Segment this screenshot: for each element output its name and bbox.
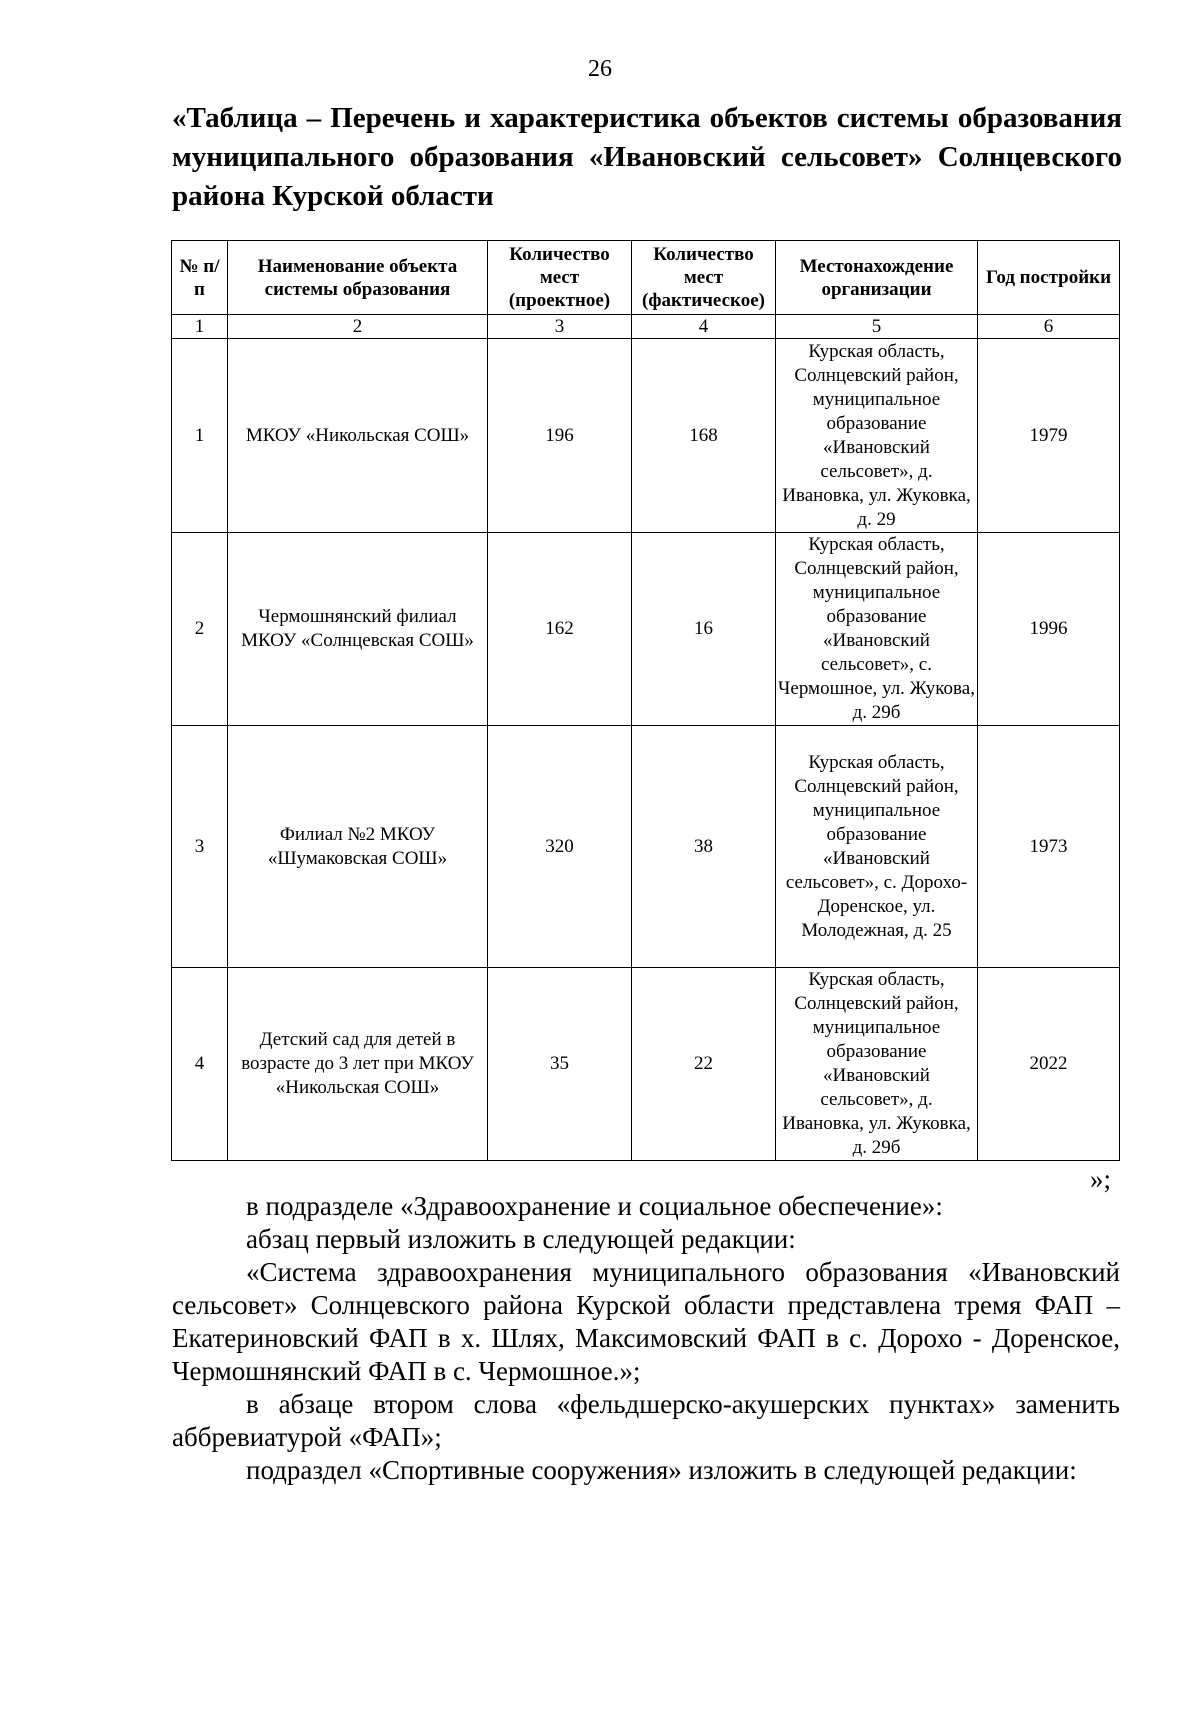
table-row [172, 339, 1120, 533]
table-row [172, 533, 1120, 726]
actual-places: 38 [632, 726, 776, 968]
table-closing-mark: »; [1090, 1164, 1112, 1194]
object-name: Детский сад для детей в возрасте до 3 лет при МКОУ «Никольская СОШ» [228, 968, 488, 1161]
design-places: 35 [488, 968, 632, 1161]
paragraph: в абзаце втором слова «фельдшерско-акушерских пунктах» заменить аббревиатурой «ФАП»; [172, 1389, 1120, 1452]
column-number: 4 [632, 315, 776, 339]
year-built: 1979 [978, 339, 1120, 533]
document-title: «Таблица – Перечень и характеристика объектов системы образования муниципального образования «Ивановский сельсовет» Солнцевского района Курской области [172, 102, 1122, 212]
design-places: 196 [488, 339, 632, 533]
column-number: 1 [172, 315, 228, 339]
table-header-row [172, 241, 1120, 315]
amendment-text [172, 1190, 1120, 1487]
paragraph: в подразделе «Здравоохранение и социальное обеспечение»: [246, 1191, 943, 1221]
object-name: Филиал №2 МКОУ «Шумаковская СОШ» [228, 726, 488, 968]
row-num: 4 [172, 968, 228, 1161]
header-num: № п/п [172, 241, 228, 315]
column-number: 3 [488, 315, 632, 339]
column-number-row [172, 315, 1120, 339]
row-num: 2 [172, 533, 228, 726]
paragraph: «Система здравоохранения муниципального образования «Ивановский сельсовет» Солнцевского района Курской области представлена тремя ФАП – Екатериновский ФАП в х. Шлях, Максимовский ФАП в с. Дорохо - Доренское, Чермошнянский ФАП в с. Чермошное.»; [172, 1257, 1120, 1386]
location: Курская область, Солнцевский район, муниципальное образование «Ивановский сельсовет», д. Ивановка, ул. Жуковка, д. 29 [776, 339, 978, 533]
object-name: МКОУ «Никольская СОШ» [228, 339, 488, 533]
location: Курская область, Солнцевский район, муниципальное образование «Ивановский сельсовет», с. Дорохо-Доренское, ул. Молодежная, д. 25 [776, 726, 978, 968]
column-number: 2 [228, 315, 488, 339]
location: Курская область, Солнцевский район, муниципальное образование «Ивановский сельсовет», д. Ивановка, ул. Жуковка, д. 29б [776, 968, 978, 1161]
object-name: Чермошнянский филиал МКОУ «Солнцевская СОШ» [228, 533, 488, 726]
column-number: 6 [978, 315, 1120, 339]
row-num: 1 [172, 339, 228, 533]
header-name: Наименование объекта системы образования [228, 241, 488, 315]
table-row [172, 726, 1120, 968]
page-number: 26 [588, 56, 612, 82]
actual-places: 22 [632, 968, 776, 1161]
year-built: 1973 [978, 726, 1120, 968]
actual-places: 16 [632, 533, 776, 726]
paragraph: подраздел «Спортивные сооружения» изложить в следующей редакции: [246, 1455, 1077, 1485]
year-built: 2022 [978, 968, 1120, 1161]
header-actual-places: Количество мест (фактическое) [632, 241, 776, 315]
design-places: 320 [488, 726, 632, 968]
actual-places: 168 [632, 339, 776, 533]
column-number: 5 [776, 315, 978, 339]
design-places: 162 [488, 533, 632, 726]
header-year: Год постройки [978, 241, 1120, 315]
header-location: Местонахождение организации [776, 241, 978, 315]
year-built: 1996 [978, 533, 1120, 726]
location: Курская область, Солнцевский район, муниципальное образование «Ивановский сельсовет», с. Чермошное, ул. Жукова, д. 29б [776, 533, 978, 726]
header-design-places: Количество мест (проектное) [488, 241, 632, 315]
row-num: 3 [172, 726, 228, 968]
table-row [172, 968, 1120, 1161]
paragraph: абзац первый изложить в следующей редакции: [246, 1224, 796, 1254]
education-objects-table [171, 240, 1120, 1161]
